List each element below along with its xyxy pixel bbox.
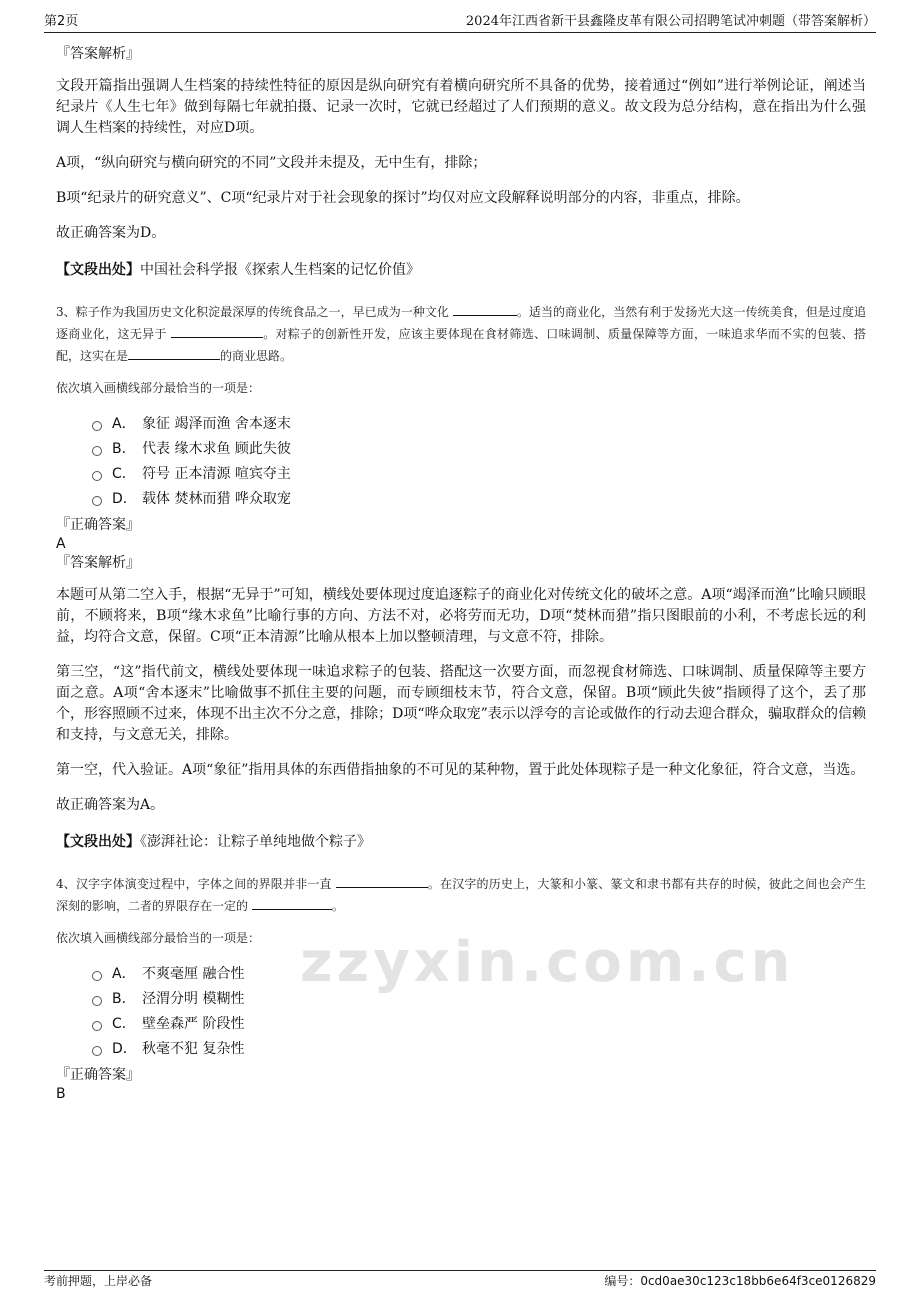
fill-blank [453, 303, 517, 316]
option-letter: A． [112, 415, 136, 432]
answer-label: 『正确答案』 [56, 1067, 140, 1083]
question-prompt: 依次填入画横线部分最恰当的一项是： [56, 931, 261, 945]
question-text-segment: 。 [331, 899, 344, 913]
question-prompt: 依次填入画横线部分最恰当的一项是： [56, 381, 261, 395]
option-text: 不爽毫厘 融合性 [142, 965, 245, 982]
option-letter: D． [112, 490, 137, 507]
option-b[interactable] [92, 436, 866, 461]
page-footer [44, 1270, 876, 1291]
answer-label: 『正确答案』 [56, 517, 140, 533]
radio-icon[interactable] [92, 971, 102, 981]
page-number: 第2页 [44, 14, 79, 29]
fill-blank [128, 347, 220, 360]
radio-icon[interactable] [92, 1046, 102, 1056]
watermark: zzyxin.com.cn [300, 930, 795, 995]
source-line [56, 260, 866, 281]
fill-blank [336, 875, 428, 888]
option-a[interactable] [92, 961, 866, 986]
analysis-paragraph: 故正确答案为A。 [56, 797, 165, 813]
analysis-paragraph: 文段开篇指出强调人生档案的持续性特征的原因是纵向研究有着横向研究所不具备的优势，接着通过“例如”进行举例论证，阐述当纪录片《人生七年》做到每隔七年就拍摄、记录一次时，它就已经超过了人们预期的意义。故文段为总分结构，意在指出为什么强调人生档案的持续性，对应D项。 [56, 78, 866, 136]
option-text: 代表 缘木求鱼 顾此失彼 [142, 440, 291, 457]
source-label: 【文段出处】 [56, 262, 140, 278]
analysis-label: 『答案解析』 [56, 555, 140, 571]
option-d[interactable] [92, 1036, 866, 1061]
options-list [92, 961, 866, 1061]
source-line [56, 832, 866, 853]
option-c[interactable] [92, 461, 866, 486]
analysis-paragraph: B项“纪录片的研究意义”、C项“纪录片对于社会现象的探讨”均仅对应文段解释说明部分的内容，非重点，排除。 [56, 190, 750, 206]
source-label: 【文段出处】 [56, 834, 140, 850]
document-id [604, 1273, 876, 1291]
option-a[interactable] [92, 411, 866, 436]
option-c[interactable] [92, 1011, 866, 1036]
document-body [56, 44, 866, 1103]
question-text-segment: 4、汉字字体演变过程中，字体之间的界限并非一直 [56, 877, 332, 891]
radio-icon[interactable] [92, 421, 102, 431]
question-text-segment: 的商业思路。 [220, 349, 293, 363]
radio-icon[interactable] [92, 446, 102, 456]
options-list [92, 411, 866, 511]
answer-value: B [56, 1086, 66, 1102]
option-text: 秋毫不犯 复杂性 [142, 1040, 245, 1057]
code-label: 编号： [604, 1274, 641, 1288]
code-value: 0cd0ae30c123c18bb6e64f3ce0126829 [640, 1274, 876, 1288]
radio-icon[interactable] [92, 471, 102, 481]
option-d[interactable] [92, 486, 866, 511]
analysis-paragraph: A项，“纵向研究与横向研究的不同”文段并未提及，无中生有，排除； [56, 155, 487, 171]
option-letter: A． [112, 965, 136, 982]
question-3-text [56, 301, 866, 367]
option-letter: C． [112, 465, 136, 482]
option-text: 象征 竭泽而渔 舍本逐末 [142, 415, 291, 432]
analysis-paragraph: 故正确答案为D。 [56, 225, 166, 241]
document-title: 2024年江西省新干县鑫隆皮革有限公司招聘笔试冲刺题（带答案解析） [465, 14, 876, 29]
option-letter: B． [112, 440, 136, 457]
analysis-paragraph: 本题可从第二空入手，根据“无异于”可知，横线处要体现过度追逐粽子的商业化对传统文化的破坏之意。A项“竭泽而渔”比喻只顾眼前，不顾将来，B项“缘木求鱼”比喻行事的方向、方法不对，必将劳而无功，D项“焚林而猎”指只图眼前的小利，不考虑长远的利益，均符合文意，保留。C项“正本清源”比喻从根本上加以整顿清理，与文意不符，排除。 [56, 587, 866, 645]
option-text: 泾渭分明 模糊性 [142, 990, 245, 1007]
question-text-segment: 3、粽子作为我国历史文化积淀最深厚的传统食品之一，早已成为一种文化 [56, 305, 449, 319]
option-b[interactable] [92, 986, 866, 1011]
question-text-segment: 。适当的商业化，当然有利于发扬光大这一传统美食，但是过度追逐商业化，这无异于 [56, 305, 866, 341]
radio-icon[interactable] [92, 996, 102, 1006]
source-text: 中国社会科学报《探索人生档案的记忆价值》 [140, 262, 420, 278]
question-text-segment: 。对粽子的创新性开发，应该主要体现在食材筛选、口味调制、质量保障等方面，一味追求华而不实的包装、搭配，这实在是 [56, 327, 866, 363]
analysis-label: 『答案解析』 [56, 46, 140, 62]
option-text: 符号 正本清源 喧宾夺主 [142, 465, 291, 482]
radio-icon[interactable] [92, 1021, 102, 1031]
page-header [44, 14, 876, 33]
question-text-segment: 。在汉字的历史上，大篆和小篆、篆文和隶书都有共存的时候，彼此之间也会产生深刻的影响，二者的界限存在一定的 [56, 877, 866, 913]
fill-blank [252, 897, 332, 910]
fill-blank [171, 325, 263, 338]
analysis-paragraph: 第一空，代入验证。A项“象征”指用具体的东西借指抽象的不可见的某种物，置于此处体现粽子是一种文化象征，符合文意，当选。 [56, 762, 865, 778]
option-letter: C． [112, 1015, 136, 1032]
question-4-text [56, 873, 866, 917]
option-text: 载体 焚林而猎 哗众取宠 [142, 490, 291, 507]
option-text: 壁垒森严 阶段性 [142, 1015, 245, 1032]
option-letter: B． [112, 990, 136, 1007]
source-text: 《澎湃社论：让粽子单纯地做个粽子》 [140, 834, 371, 850]
option-letter: D． [112, 1040, 137, 1057]
answer-value: A [56, 536, 66, 552]
radio-icon[interactable] [92, 496, 102, 506]
footer-slogan: 考前押题，上岸必备 [44, 1274, 153, 1288]
analysis-paragraph: 第三空，“这”指代前文，横线处要体现一味追求粽子的包装、搭配这一次要方面，而忽视食材筛选、口味调制、质量保障等主要方面之意。A项“舍本逐末”比喻做事不抓住主要的问题，而专顾细枝末节，符合文意，保留。B项“顾此失彼”指顾得了这个，丢了那个，形容照顾不过来，体现不出主次不分之意，排除；D项“哗众取宠”表示以浮夸的言论或做作的行动去迎合群众，骗取群众的信赖和支持，与文意无关，排除。 [56, 664, 866, 743]
